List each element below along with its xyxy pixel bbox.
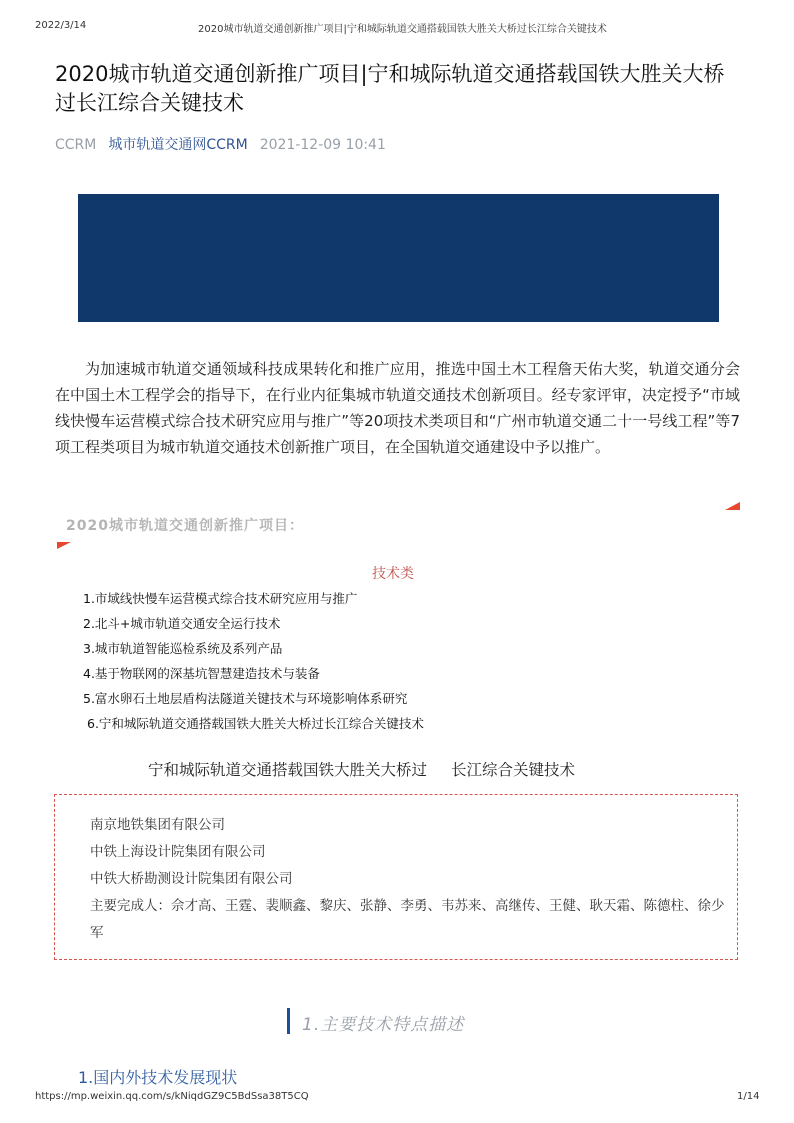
tech-project-list: [83, 586, 424, 736]
list-item: 4.基于物联网的深基坑智慧建造技术与装备: [83, 666, 320, 681]
publish-datetime: 2021-12-09 10:41: [259, 137, 386, 153]
source-tag: CCRM: [55, 137, 97, 153]
project-title: [148, 758, 575, 780]
organization-2: 中铁上海设计院集团有限公司: [90, 844, 266, 860]
project-title-part2: 长江综合关键技术: [451, 761, 576, 779]
list-item: 6.宁和城际轨道交通搭载国铁大胜关大桥过长江综合关键技术: [87, 716, 424, 731]
list-item: 1.市域线快慢车运营模式综合技术研究应用与推广: [83, 591, 358, 606]
subheading: 1.主要技术特点描述: [302, 1015, 465, 1035]
banner-image: [78, 194, 719, 322]
corner-decoration-bottom-left: [57, 542, 71, 549]
article-title: 2020城市轨道交通创新推广项目|宁和城际轨道交通搭载国铁大胜关大桥过长江综合关键技术: [55, 62, 725, 115]
account-name-link[interactable]: 城市轨道交通网CCRM: [108, 137, 248, 153]
project-title-part1: 宁和城际轨道交通搭载国铁大胜关大桥过: [148, 761, 428, 779]
corner-decoration-top-right: [725, 502, 740, 510]
print-header-title: 2020城市轨道交通创新推广项目|宁和城际轨道交通搭载国铁大胜关大桥过长江综合关键技术: [198, 24, 607, 35]
article-meta: [55, 134, 386, 154]
print-page-number: 1/14: [737, 1091, 760, 1102]
organization-3: 中铁大桥勘测设计院集团有限公司: [90, 871, 293, 887]
list-item: 3.城市轨道智能巡检系统及系列产品: [83, 641, 283, 656]
section-heading: 2020城市轨道交通创新推广项目：: [66, 518, 304, 534]
intro-paragraph: 为加速城市轨道交通领域科技成果转化和推广应用，推选中国土木工程詹天佑大奖，轨道交通分会在中国土木工程学会的指导下，在行业内征集城市轨道交通技术创新项目。经专家评审，决定授予“市域线快慢车运营模式综合技术研究应用与推广”等20项技术类项目和“广州市轨道交通二十一号线工程”等7项工程类项目为城市轨道交通技术创新推广项目，在全国轨道交通建设中予以推广。: [55, 360, 740, 456]
print-url: https://mp.weixin.qq.com/s/kNiqdGZ9C5BdSsa38T5CQ: [35, 1091, 309, 1102]
sub-subheading: 1.国内外技术发展现状: [78, 1068, 238, 1087]
project-info-lines: [90, 812, 730, 947]
organization-1: 南京地铁集团有限公司: [90, 817, 225, 833]
list-item: 2.北斗+城市轨道交通安全运行技术: [83, 616, 281, 631]
main-contributors: 主要完成人：佘才高、王霆、裴顺鑫、黎庆、张静、李勇、韦苏来、高继传、王健、耿天霜、陈德柱、徐少军: [90, 898, 725, 941]
heading-accent-bar: [287, 1008, 290, 1034]
list-item: 5.富水卵石土地层盾构法隧道关键技术与环境影响体系研究: [83, 691, 408, 706]
category-title: 技术类: [372, 566, 414, 582]
print-date: 2022/3/14: [35, 20, 87, 31]
